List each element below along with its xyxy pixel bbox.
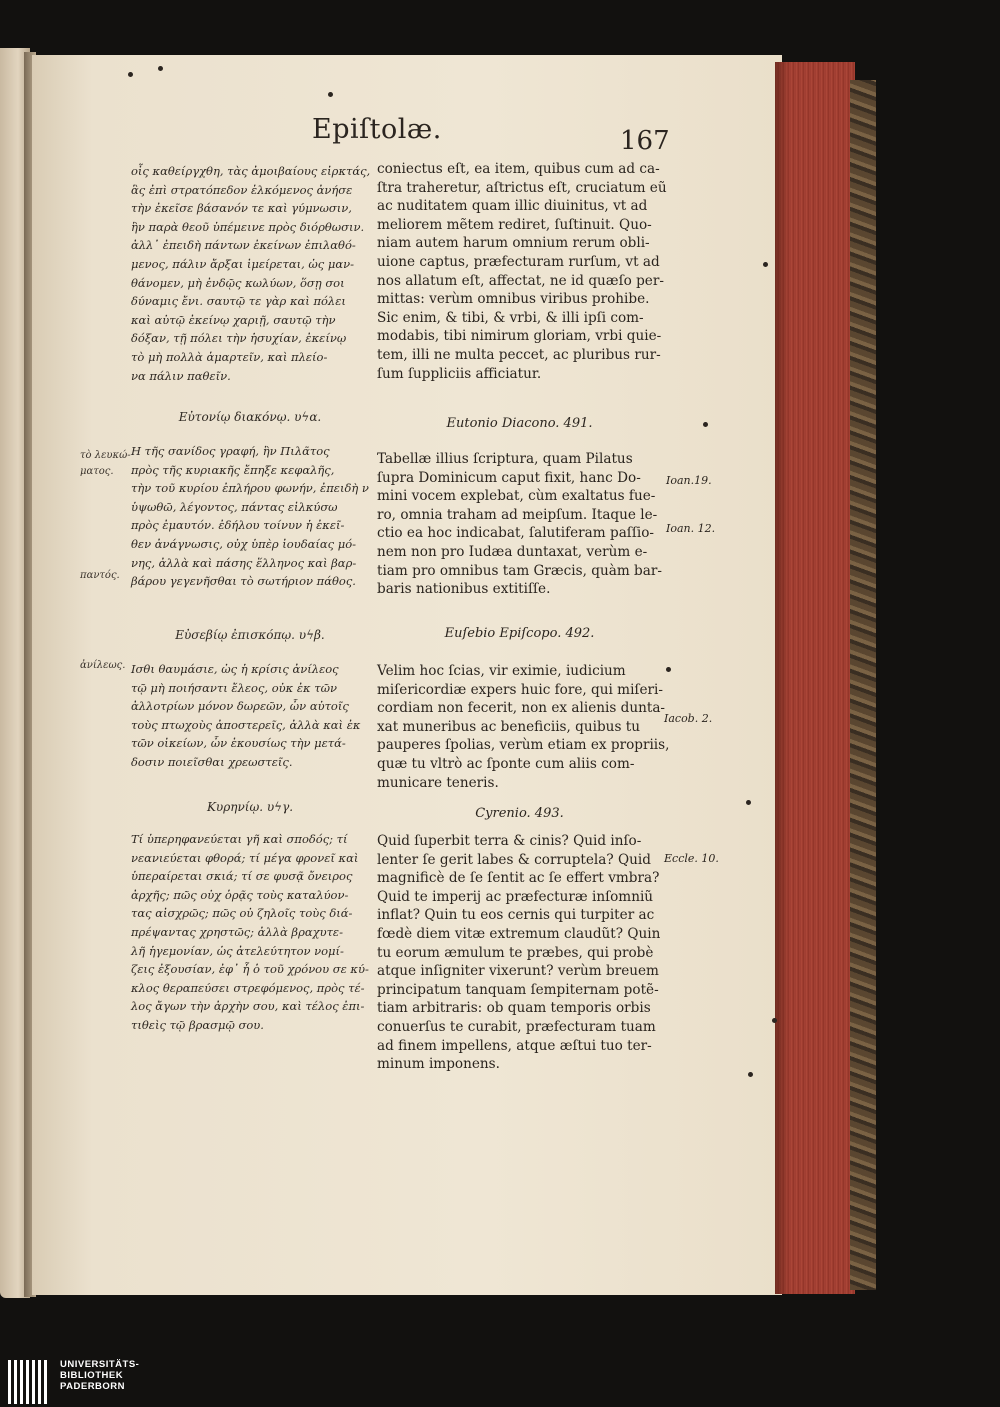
- margin-ref-right: Iacob. 2.: [664, 712, 713, 725]
- latin-letter-492: Velim hoc ſcias, vir eximie, iudicium miſericordiæ expers huic fore, qui miſeri- cordiam non fecerit, non ex alienis dunta- xat muneribus ac beneficiis, quibus tu pauperes ſpolias, verùm etiam ex propriis, quæ tu vltrò ac ſponte cum aliis com- municare teneris.: [377, 663, 670, 791]
- greek-heading-493: Κυρηνίῳ. υϟγ.: [206, 800, 294, 814]
- margin-note-left: τὸ λευκώ-: [80, 450, 131, 461]
- library-name: UNIVERSITÄTS- BIBLIOTHEK PADERBORN: [60, 1359, 140, 1392]
- latin-heading-491: Eutonio Diacono. 491.: [446, 416, 593, 431]
- latin-heading-492: Euſebio Epiſcopo. 492.: [444, 626, 595, 641]
- greek-heading-491: Εὐτονίῳ διακόνῳ. υϟα.: [178, 410, 322, 424]
- ink-dot: [128, 72, 133, 77]
- greek-letter-492: Ισθι θαυμάσιε, ὡς ἡ κρίσις ἀνίλεος τῷ μὴ ποιήσαντι ἔλεος, οὐκ ἐκ τῶν ἀλλοτρίων μόνον δωρεῶν, ὧν αὐτοῖς τοὺς πτωχοὺς ἀποστερεῖς, ἀλλὰ καὶ ἐκ τῶν οἰκείων, ὧν ἑκουσίως τὴν μετά- δοσιν ποιεῖσθαι χρεωστεῖς.: [131, 662, 361, 769]
- margin-ref-right: Ioan. 12.: [666, 522, 716, 535]
- ink-dot: [158, 66, 163, 71]
- ink-dot: [772, 1018, 777, 1023]
- page-title: Epiſtolæ.: [312, 114, 442, 145]
- margin-note-left: παντός.: [80, 570, 120, 581]
- ink-dot: [703, 422, 708, 427]
- greek-letter-1: οἷς καθείργχθη, τὰς ἀμοιβαίους εἰρκτάς, ἃς ἐπὶ στρατόπεδον ἑλκόμενος ἀνήσε τὴν ἐκεῖσε βάσανόν τε καὶ γύμνωσιν, ἣν παρὰ θεοῦ ὑπέμεινε πρὸς διόρθωσιν. ἀλλ᾽ ἐπειδὴ πάντων ἐκείνων ἐπιλαθό- μενος, πάλιν ἄρξαι ἱμείρεται, ὡς μαν- θάνομεν, μὴ ἐνδῷς κωλύων, ὅσῃ σοι δύναμις ἔνι. σαυτῷ τε γὰρ καὶ πόλει καὶ αὐτῷ ἐκείνῳ χαριῇ, σαυτῷ τὴν δόξαν, τῇ πόλει τὴν ἡσυχίαν, ἐκείνῳ τὸ μὴ πολλὰ ἁμαρτεῖν, καὶ πλείο- να πάλιν παθεῖν.: [131, 164, 371, 383]
- greek-heading-492: Εὐσεβίῳ ἐπισκόπῳ. υϟβ.: [175, 628, 325, 642]
- greek-letter-491: Η τῆς σανίδος γραφή, ἣν Πιλᾶτος πρὸς τῆς κυριακῆς ἔπηξε κεφαλῆς, τὴν τοῦ κυρίου ἐπλήρου φωνήν, ἐπειδὴ ν ὑψωθῶ, λέγοντος, πάντας εἱλκύσω πρὸς ἐμαυτόν. ἐδήλου τοίνυν ἡ ἐκεῖ- θεν ἀνάγνωσις, οὐχ ὑπὲρ ἰουδαίας μό- νης, ἀλλὰ καὶ πάσης ἕλληνος καὶ βαρ- βάρου γεγενῆσθαι τὸ σωτήριον πάθος.: [131, 444, 369, 589]
- margin-ref-right: Ioan.19.: [666, 474, 712, 487]
- ink-dot: [328, 92, 333, 97]
- margin-note-left: ἀνίλεως.: [80, 660, 126, 671]
- latin-heading-493: Cyrenio. 493.: [475, 806, 564, 821]
- latin-letter-491: Tabellæ illius ſcriptura, quam Pilatus ſupra Dominicum caput fixit, hanc Do- mini vocem explebat, cùm exaltatus fue- ro, omnia traham ad meipſum. Itaque le- ctio ea hoc indicabat, ſalutiferam paſſio- nem non pro Iudæa duntaxat, verùm e- tiam pro omnibus tam Græcis, quàm bar- baris nationibus extitiſſe.: [377, 451, 662, 598]
- ink-dot: [748, 1072, 753, 1077]
- ink-dot: [763, 262, 768, 267]
- greek-letter-493: Τί ὑπερηφανεύεται γῆ καὶ σποδός; τί νεανιεύεται φθορά; τί μέγα φρονεῖ καὶ ὑπεραίρεται σκιά; τί σε φυσᾷ ὄνειρος ἀρχῆς; πῶς οὐχ ὁρᾷς τοὺς καταλύον- τας αἰσχρῶς; πῶς οὐ ζηλοῖς τοὺς διά- πρέψαντας χρηστῶς; ἀλλὰ βραχυτε- λῆ ἡγεμονίαν, ὡς ἀτελεύτητον νομί- ζεις ἐξουσίαν, ἐφ᾽ ἧ ὁ τοῦ χρόνου σε κύ- κλος θεραπεύσει στρεφόμενος, πρὸς τέ- λος ἄγων τὴν ἀρχὴν σου, καὶ τέλος ἐπι- τιθεὶς τῷ βρασμῷ σου.: [131, 832, 369, 1032]
- footer-bar: [0, 1357, 1000, 1407]
- page-number: 167: [620, 126, 670, 156]
- library-logo-icon: [8, 1360, 52, 1404]
- book-cover: [850, 80, 876, 1290]
- latin-letter-1: coniectus eſt, ea item, quibus cum ad ca- ſtra traheretur, aſtrictus eſt, cruciatum eũ ac nuditatem quam illic diuinitus, vt ad meliorem mẽtem rediret, ſuſtinuit. Quo- niam autem harum omnium rerum obli- uione captus, præfecturam rurſum, vt ad nos allatum eſt, affectat, ne id quæſo per- mittas: verùm omnibus viribus prohibe. Sic enim, & tibi, & vrbi, & illi ipſi com- modabis, tibi nimirum gloriam, vrbi quie- tem, illi ne multa peccet, ac pluribus rur- ſum ſuppliciis afficiatur.: [377, 161, 667, 382]
- margin-ref-right: Eccle. 10.: [664, 852, 719, 865]
- latin-letter-493: Quid ſuperbit terra & cinis? Quid inſo- lenter ſe gerit labes & corruptela? Quid magnificè de ſe ſentit ac ſe effert vmbra? Quid te imperij ac præfecturæ inſomniũ inflat? Quin tu eos cernis qui turpiter ac fœdè diem vitæ extremum claudũt? Quin tu eorum æmulum te præbes, qui probè atque inſigniter vixerunt? verùm breuem principatum tanquam ſempiternam potẽ- tiam arbitraris: ob quam temporis orbis conuerſus te curabit, præfecturam tuam ad finem impellens, atque æſtui tuo ter- minum imponens.: [377, 833, 661, 1073]
- margin-note-left: ματος.: [80, 466, 114, 477]
- ink-dot: [746, 800, 751, 805]
- ink-dot: [666, 667, 671, 672]
